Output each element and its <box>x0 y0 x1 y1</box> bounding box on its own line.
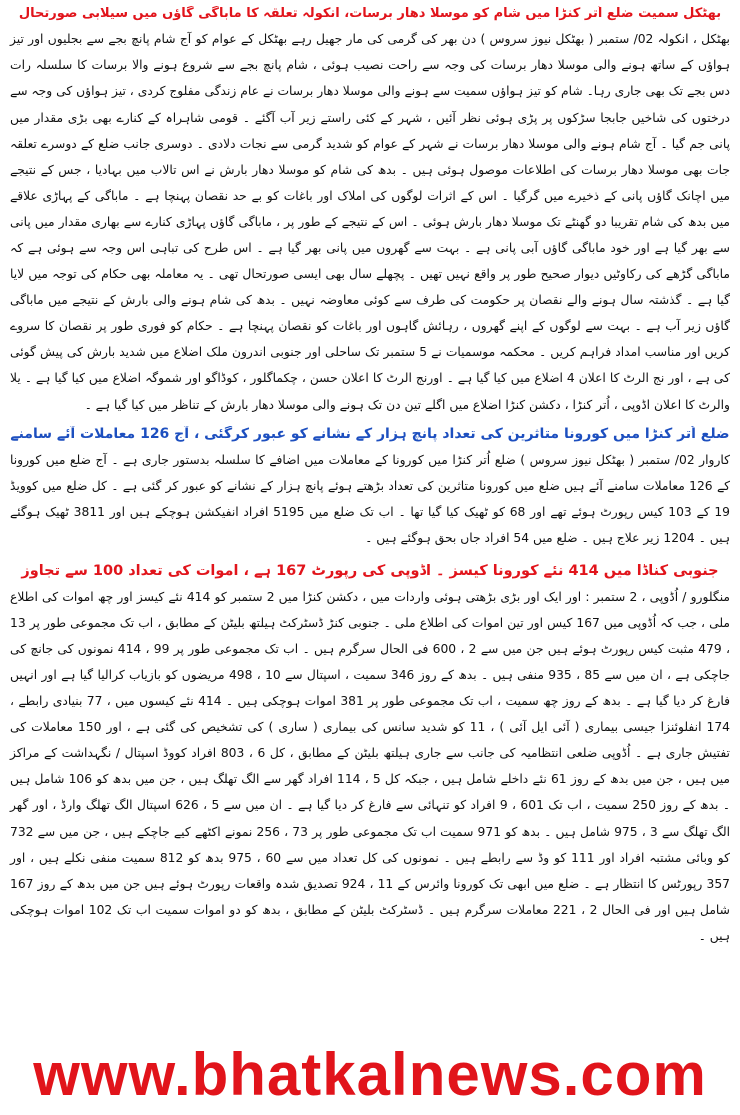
article3-body: منگلورو / اُڈوپی ، 2 ستمبر : اور ایک اور بڑی بڑھتی ہوئی واردات میں ، دکشن کنڑا میں 2 ستمبر کو 414 نئے کیسز اور چھ اموات کی اطلاع ملی ، جب کہ اُڈوپی میں 167 کیس اور تین اموات کی اطلاع ملی ۔ جنوبی کنڑ ڈسٹرکٹ ہیلتھ بلیٹن کے مطابق ، اب تک مجموعی طور پر 13 ، 479 مثبت کیس رپورٹ ہوئے ہیں جن میں سے 2 ، 600 فی الحال سرگرم ہیں ۔ اب تک مجموعی طور پر 99 ، 414 نمونوں کی جانچ کی جاچکی ہے ، ان میں سے 85 ، 935 منفی ہیں ۔ بدھ کے روز 346 سمیت ، اسپتال سے 10 ، 498 مریضوں کو بازیاب کرالیا گیا ہے اور انہیں فارغ کر دیا گیا ہے ۔ بدھ کے روز چھ سمیت ، اب تک مجموعی طور پر 381 اموات ہوچکی ہیں ۔ 414 نئے کیسوں میں ، 77 بنیادی رابطے ، 174 انفلوئنزا جیسی بیماری ( آئی ایل آئی ) ، 11 کو شدید سانس کی بیماری ( ساری ) کی تشخیص کی گئی ہے ، اور 150 معاملات کی تفتیش جاری ہے ۔ اُڈوپی ضلعی انتظامیہ کی جانب سے جاری ہیلتھ بلیٹن کے مطابق ، کل 6 ، 803 افراد کووڈ اسپتال / نگہداشت کے مراکز میں ہیں ، جن میں بدھ کے روز 61 نئے داخلے شامل ہیں ، جبکہ کل 5 ، 114 افراد گھر سے الگ تھلگ ہیں ، جن میں بدھ کو 106 شامل ہیں ۔ بدھ کے روز 250 سمیت ، اب تک 601 ، 9 افراد کو تنہائی سے فارغ کر دیا گیا ہے ۔ ان میں سے 5 ، 626 اسپتال الگ تھلگ وارڈ ، اور گھر الگ تھلگ سے 3 ، 975 شامل ہیں ۔ بدھ کو 971 سمیت اب تک مجموعی طور پر 73 ، 256 نمونے اکٹھے کیے جاچکے ہیں ، جن میں سے 732 کو وبائی مشتبہ افراد اور 111 کو وڈ سے رابطے ہیں ۔ نمونوں کی کل تعداد میں سے 60 ، 975 بدھ کو 812 سمیت منفی نکلے ہیں ، اور 357 رپورٹس کا انتظار ہے ۔ ضلع میں ابھی تک کورونا وائرس کے 11 ، 924 تصدیق شدہ واقعات رپورٹ ہوئے ہیں جن میں بدھ کے روز 167 شامل ہیں اور فی الحال 2 ، 221 معاملات سرگرم ہیں ۔ ڈسٹرکٹ بلیٹن کے مطابق ، بدھ کو دو اموات سمیت اب تک 102 اموات ہوچکی ہیں ۔ <box>10 589 731 943</box>
article1-body: بھٹکل ، انکولہ 02/ ستمبر ( بھٹکل نیوز سروس ) دن بھر کی گرمی کی مار جھیل رہے بھٹکل کے عوام کو آج شام پانچ بجے سے بجلیوں اور تیز ہواؤں کے ساتھ ہونے والی موسلا دھار برسات کی وجہ سے راحت نصیب ہوئی ، شام پانچ بجے سے شروع ہونے والا برسات کا سلسلہ رات دس بجے تک بھی جاری رہا۔ شام کو تیز ہواؤں سمیت سے ہونے والی موسلا دھار برسات نے عام زندگی مفلوج کردی ، تیز ہواؤں کی وجہ سے درختوں کی شاخیں جابجا سڑکوں پر پڑی ہوئی نظر آئیں ، شہر کے کئی راستے زیر آب آگئے ۔ قومی شاہراہ کے کنارے بھی بڑی مقدار میں پانی جم گیا ۔ آج شام ہونے والی موسلا دھار برسات نے شہر کے عوام کو شدید گرمی سے نجات دلادی ۔ دوسری جانب ضلع کے دوسرے تعلقہ جات بھی موسلا دھار برسات کی اطلاعات موصول ہوئی ہیں ۔ بدھ کی شام کو موسلا دھار بارش نے اس تالاب میں بہادیا ، جس کے نتیجے میں اچانک گاؤں پانی کے ذخیرے میں گرگیا ۔ اس کے اثرات لوگوں کی املاک اور باغات کو بے حد نقصان پہنچا ہے ۔ ماباگی کے پہاڑی علاقے میں بدھ کی شام تقریبا دو گھنٹے تک موسلا دھار بارش ہوئی ۔ اس کے نتیجے کے طور پر ، ماباگی گاؤں پہاڑی کنارے سے بھاری مقدار میں پانی سے بھر گیا ہے اور خود ماباگی گاؤں آبی پانی ہے ۔ بہت سے گھروں میں پانی بھر گیا ہے ۔ اس طرح کی تباہی اس وجہ سے ہوئی ہے کہ ماباگی گڑھے کی رکاوٹیں دیوار صحیح طور پر واقع نہیں تھیں ۔ پچھلے سال بھی ایسی صورتحال تھی ۔ یہ معاملہ بھی حکام کی توجہ میں لایا گیا ہے ۔ گذشتہ سال ہونے والے نقصان پر حکومت کی طرف سے کوئی معاوضہ نہیں ۔ بدھ کی شام ہونے والی بارش کے نتیجے میں ماباگی گاؤں زیر آب ہے ۔ بہت سے لوگوں کے اپنے گھروں ، رہائش گاہوں اور باغات کو نقصان پہنچا ہے ۔ حکام کو فوری طور پر نقصان کا سروے کریں اور مناسب امداد فراہم کریں ۔ محکمہ موسمیات نے 5 ستمبر تک ساحلی اور جنوبی اندرون ملک اضلاع میں شدید بارش کی پیش گوئی کی ہے ، اور نج الرٹ کا اعلان 4 اضلاع میں کیا گیا ہے ۔ اورنج الرٹ کا اعلان حسن ، چکماگلور ، کوڈاگو اور شموگہ اضلاع میں کیا گیا ہے ۔ یلا والرٹ کا اعلان اڈوپی ، اُتر کنڑا ، دکشن کنڑا اضلاع میں اگلے تین دن تک ہونے والی موسلا دھار بارش کے تناظر میں کیا گیا ہے ۔ <box>10 32 730 412</box>
article3-headline: جنوبی کناڈا میں 414 نئے کورونا کیسز ۔ اڈوپی کی رپورٹ 167 ہے ، اموات کی تعداد 100 سے تجاوز <box>21 562 719 579</box>
site-url-footer: www.bhatkalnews.com <box>33 1041 707 1108</box>
article2-body: کاروار 02/ ستمبر ( بھٹکل نیوز سروس ) ضلع اُتر کنڑا میں کورونا کے معاملات میں اضافے کا سلسلہ بدستور جاری ہے ۔ آج ضلع میں کورونا کے 126 معاملات سامنے آئے ہیں ضلع میں کورونا متاثرین کی تعداد بڑھتے ہوئے پانچ ہزار کے نشانے کو عبور کر گئی ہے ۔ کل ضلع میں کوویڈ 19 کے 103 کیس رپورٹ ہوئے تھے اور 68 کو ٹھیک کیا گیا تھا ۔ اب تک ضلع میں 5195 افراد انفیکشن ہوچکے ہیں اور 3811 ٹھیک ہوگئے ہیں ۔ 1204 زیر علاج ہیں ۔ ضلع میں 54 افراد جاں بحق ہوگئے ہیں ۔ <box>10 453 731 546</box>
article2-headline: ضلع اُتر کنڑا میں کورونا متاثرین کی تعداد پانچ ہزار کے نشانے کو عبور کرگئی ، آج 126 معاملات آئے سامنے <box>10 425 730 442</box>
news-page <box>0 6 740 1115</box>
article1-headline: بھٹکل سمیت ضلع اُتر کنڑا میں شام کو موسلا دھار برسات، انکولہ تعلقہ کا ماباگی گاؤں میں سیلابی صورتحال <box>18 6 722 21</box>
